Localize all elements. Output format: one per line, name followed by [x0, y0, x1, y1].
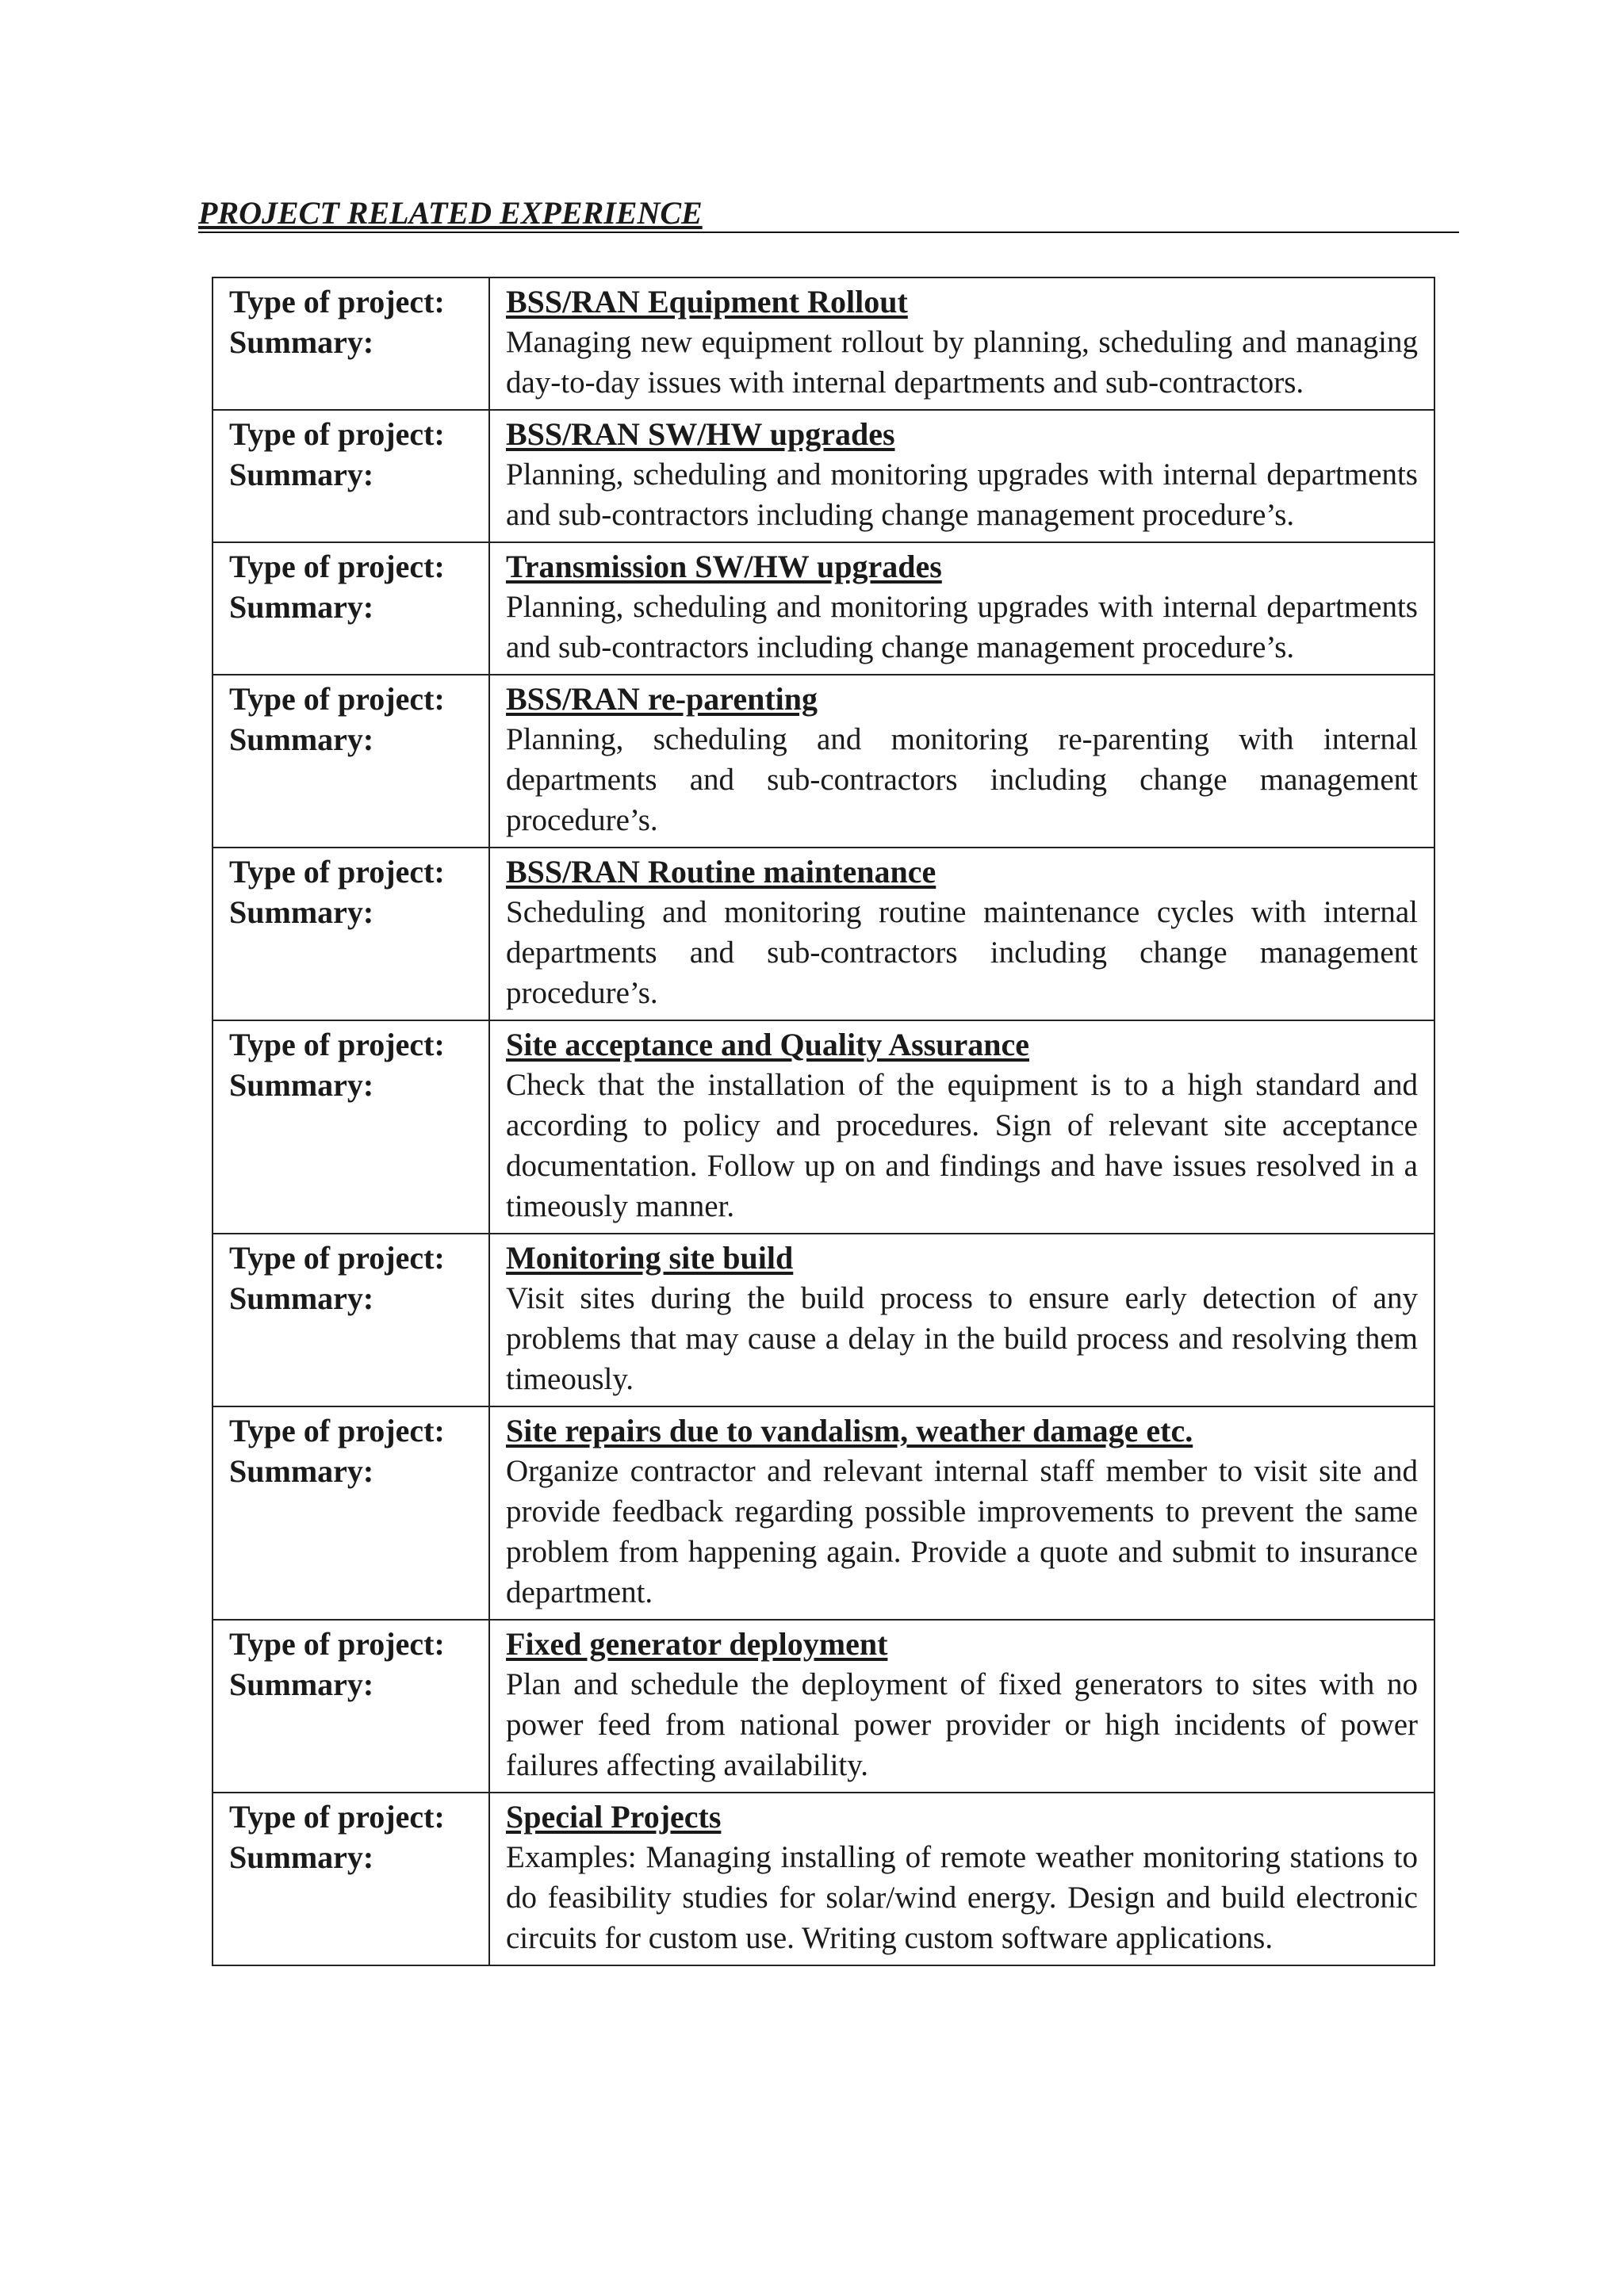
project-title: Site acceptance and Quality Assurance: [506, 1027, 1029, 1062]
project-title: BSS/RAN SW/HW upgrades: [506, 416, 895, 452]
summary-label: Summary:: [229, 894, 374, 930]
table-row: [213, 1234, 1434, 1406]
label-cell: [213, 277, 489, 410]
content-cell: [489, 675, 1434, 848]
type-of-project-label: Type of project:: [229, 1240, 445, 1276]
summary-label: Summary:: [229, 721, 374, 757]
content-cell: [489, 1793, 1434, 1965]
content-cell: [489, 277, 1434, 410]
label-cell: [213, 1234, 489, 1406]
project-summary: Scheduling and monitoring routine maintenance cycles with internal departments and sub-contractors including change management procedure’s.: [506, 895, 1418, 1010]
summary-label: Summary:: [229, 589, 374, 625]
content-cell: [489, 848, 1434, 1020]
project-title: Site repairs due to vandalism, weather damage etc.: [506, 1413, 1193, 1448]
summary-label: Summary:: [229, 1453, 374, 1489]
project-summary: Managing new equipment rollout by planning, scheduling and managing day-to-day issues with internal departments and sub-contractors.: [506, 325, 1418, 400]
table-row: [213, 675, 1434, 848]
table-row: [213, 1406, 1434, 1620]
project-title: Special Projects: [506, 1799, 722, 1835]
table-row: [213, 542, 1434, 675]
type-of-project-label: Type of project:: [229, 1799, 445, 1835]
project-summary: Plan and schedule the deployment of fixed generators to sites with no power feed from national power provider or high incidents of power failures affecting availability.: [506, 1667, 1418, 1782]
label-cell: [213, 1406, 489, 1620]
section-heading: [198, 193, 1459, 233]
type-of-project-label: Type of project:: [229, 1626, 445, 1662]
project-title: BSS/RAN Equipment Rollout: [506, 284, 908, 320]
summary-label: Summary:: [229, 457, 374, 492]
project-title: BSS/RAN re-parenting: [506, 681, 818, 717]
summary-label: Summary:: [229, 1667, 374, 1702]
label-cell: [213, 848, 489, 1020]
project-summary: Organize contractor and relevant internal staff member to visit site and provide feedback regarding possible improvements to prevent the same problem from happening again. Provide a quote and submit to insurance department.: [506, 1454, 1418, 1609]
label-cell: [213, 1620, 489, 1793]
project-title: BSS/RAN Routine maintenance: [506, 854, 936, 890]
type-of-project-label: Type of project:: [229, 681, 445, 717]
type-of-project-label: Type of project:: [229, 284, 445, 320]
project-title: Monitoring site build: [506, 1240, 794, 1276]
label-cell: [213, 410, 489, 542]
table-row: [213, 1020, 1434, 1234]
project-summary: Visit sites during the build process to ensure early detection of any problems that may cause a delay in the build process and resolving them timeously.: [506, 1281, 1418, 1396]
summary-label: Summary:: [229, 324, 374, 360]
summary-label: Summary:: [229, 1067, 374, 1103]
type-of-project-label: Type of project:: [229, 854, 445, 890]
content-cell: [489, 1620, 1434, 1793]
type-of-project-label: Type of project:: [229, 1413, 445, 1448]
project-summary: Check that the installation of the equipment is to a high standard and according to policy and procedures. Sign of relevant site acceptance documentation. Follow up on and findings and have issues resolved in a timeously manner.: [506, 1068, 1418, 1223]
section-heading-text: PROJECT RELATED EXPERIENCE: [198, 195, 703, 231]
label-cell: [213, 1020, 489, 1234]
content-cell: [489, 1234, 1434, 1406]
table-row: [213, 1620, 1434, 1793]
table-row: [213, 1793, 1434, 1965]
project-summary: Examples: Managing installing of remote weather monitoring stations to do feasibility studies for solar/wind energy. Design and build electronic circuits for custom use. Writing custom software applications.: [506, 1840, 1418, 1955]
content-cell: [489, 542, 1434, 675]
project-experience-table: [212, 277, 1435, 1966]
content-cell: [489, 410, 1434, 542]
content-cell: [489, 1406, 1434, 1620]
type-of-project-label: Type of project:: [229, 549, 445, 584]
project-title: Fixed generator deployment: [506, 1626, 888, 1662]
project-summary: Planning, scheduling and monitoring re-parenting with internal departments and sub-contractors including change management procedure’s.: [506, 722, 1418, 837]
project-title: Transmission SW/HW upgrades: [506, 549, 942, 584]
type-of-project-label: Type of project:: [229, 1027, 445, 1062]
content-cell: [489, 1020, 1434, 1234]
project-summary: Planning, scheduling and monitoring upgrades with internal departments and sub-contractors including change management procedure’s.: [506, 457, 1418, 532]
project-summary: Planning, scheduling and monitoring upgrades with internal departments and sub-contractors including change management procedure’s.: [506, 590, 1418, 664]
table-row: [213, 410, 1434, 542]
table-row: [213, 277, 1434, 410]
summary-label: Summary:: [229, 1839, 374, 1875]
label-cell: [213, 542, 489, 675]
type-of-project-label: Type of project:: [229, 416, 445, 452]
label-cell: [213, 675, 489, 848]
table-row: [213, 848, 1434, 1020]
label-cell: [213, 1793, 489, 1965]
summary-label: Summary:: [229, 1280, 374, 1316]
